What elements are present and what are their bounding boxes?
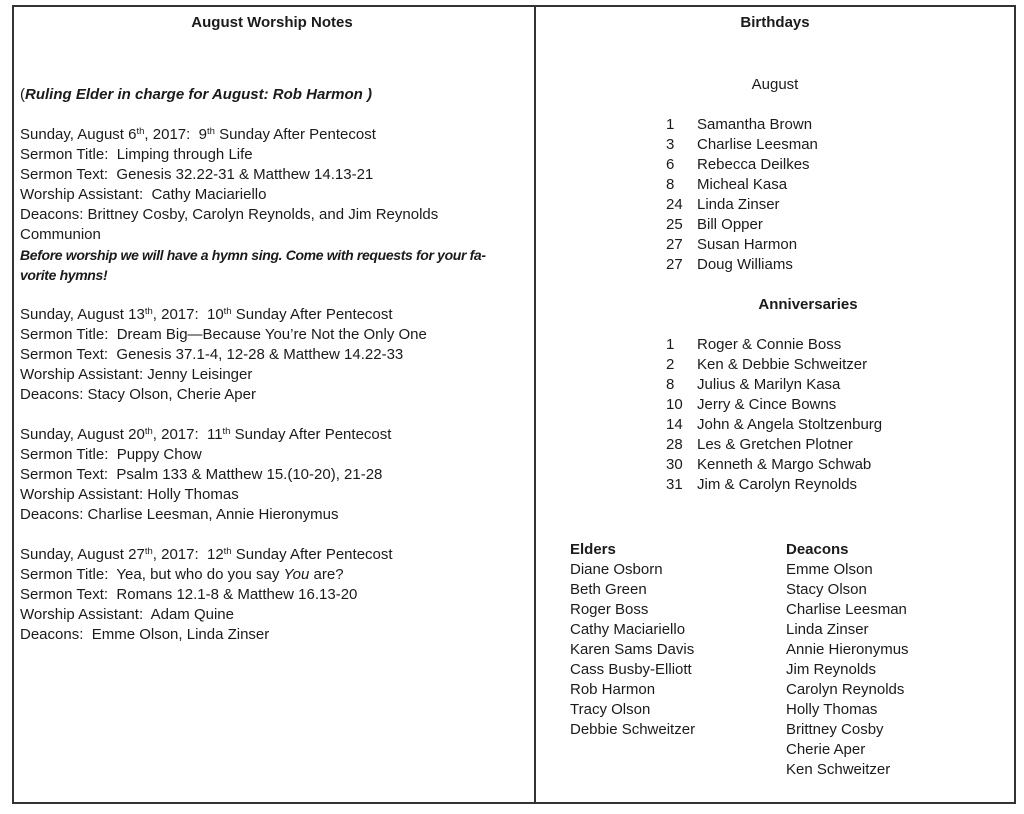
hymn-sing-note-line-2: vorite hymns!	[20, 267, 108, 283]
anniversary-name: Julius & Marilyn Kasa	[697, 376, 841, 393]
birthday-name: Susan Harmon	[697, 236, 798, 253]
worship-assistant-line: Worship Assistant: Jenny Leisinger	[20, 366, 253, 383]
anniversaries-list	[544, 335, 1006, 495]
service-block-aug-13	[20, 305, 524, 405]
anniversary-day: 8	[666, 376, 675, 393]
ordinal-superscript: th	[144, 306, 153, 317]
service-date-line: Sunday, August 20th, 2017: 11th Sunday After Pentecost	[20, 426, 392, 443]
elder-name: Diane Osborn	[570, 561, 663, 578]
birthday-name: Charlise Leesman	[697, 136, 818, 153]
sermon-title-line: Sermon Title: Puppy Chow	[20, 446, 202, 463]
communion-line: Communion	[20, 226, 101, 243]
sermon-title-line: Sermon Title: Limping through Life	[20, 146, 253, 163]
deacon-name: Jim Reynolds	[786, 661, 877, 678]
deacons-line: Deacons: Brittney Cosby, Carolyn Reynolds, and Jim Reynolds	[20, 206, 439, 223]
deacons-line: Deacons: Charlise Leesman, Annie Hieronymus	[20, 506, 339, 523]
anniversary-day: 31	[666, 476, 683, 493]
ruling-elder-line	[20, 85, 524, 105]
service-block-aug-20	[20, 425, 524, 525]
birthday-row	[544, 115, 1006, 135]
ruling-elder-text: Ruling Elder in charge for August: Rob Harmon )	[25, 86, 372, 103]
anniversaries-title: Anniversaries	[758, 296, 858, 313]
elder-name: Cass Busby-Elliott	[570, 661, 692, 678]
birthday-day: 27	[666, 236, 683, 253]
birthday-name: Bill Opper	[697, 216, 763, 233]
birthday-name: Samantha Brown	[697, 116, 813, 133]
anniversary-row	[544, 415, 1006, 435]
ordinal-superscript: th	[136, 126, 145, 137]
worship-assistant-line: Worship Assistant: Adam Quine	[20, 606, 234, 623]
worship-notes-title: August Worship Notes	[191, 14, 353, 31]
deacon-name: Annie Hieronymus	[786, 641, 909, 658]
anniversary-name: John & Angela Stoltzenburg	[697, 416, 883, 433]
anniversary-row	[544, 475, 1006, 495]
service-block-aug-6	[20, 125, 524, 285]
elder-name: Rob Harmon	[570, 681, 656, 698]
deacons-header: Deacons	[786, 541, 849, 558]
deacon-name: Charlise Leesman	[786, 601, 907, 618]
birthday-day: 25	[666, 216, 683, 233]
elder-name: Cathy Maciariello	[570, 621, 686, 638]
anniversary-day: 2	[666, 356, 675, 373]
ruling-elder-paren: (	[20, 86, 25, 103]
sermon-title-line: Sermon Title: Dream Big—Because You’re Not the Only One	[20, 326, 427, 343]
anniversary-row	[544, 335, 1006, 355]
deacon-name: Carolyn Reynolds	[786, 681, 905, 698]
service-date-line: Sunday, August 13th, 2017: 10th Sunday After Pentecost	[20, 306, 393, 323]
ordinal-superscript: th	[144, 426, 153, 437]
anniversary-day: 1	[666, 336, 675, 353]
service-date-line: Sunday, August 27th, 2017: 12th Sunday After Pentecost	[20, 546, 393, 563]
anniversary-name: Jerry & Cince Bowns	[697, 396, 837, 413]
deacon-name: Cherie Aper	[786, 741, 866, 758]
anniversary-row	[544, 395, 1006, 415]
birthday-row	[544, 135, 1006, 155]
service-block-aug-27	[20, 545, 524, 645]
anniversary-row	[544, 375, 1006, 395]
deacon-name: Linda Zinser	[786, 621, 869, 638]
birthdays-list	[544, 115, 1006, 275]
elder-name: Beth Green	[570, 581, 647, 598]
birthday-row	[544, 195, 1006, 215]
italic-you: You	[283, 566, 310, 583]
deacon-name: Ken Schweitzer	[786, 761, 891, 778]
worship-assistant-line: Worship Assistant: Cathy Maciariello	[20, 186, 267, 203]
anniversary-name: Les & Gretchen Plotner	[697, 436, 853, 453]
deacon-name: Emme Olson	[786, 561, 873, 578]
elder-name: Tracy Olson	[570, 701, 651, 718]
deacon-name: Stacy Olson	[786, 581, 867, 598]
ordinal-superscript: th	[144, 546, 153, 557]
sermon-text-line: Sermon Text: Genesis 32.22-31 & Matthew 14.13-21	[20, 166, 374, 183]
anniversary-name: Ken & Debbie Schweitzer	[697, 356, 868, 373]
hymn-sing-note-line-1: Before worship we will have a hymn sing. Come with requests for your fa-	[20, 247, 486, 263]
birthday-name: Micheal Kasa	[697, 176, 788, 193]
ordinal-superscript: th	[222, 426, 231, 437]
anniversary-name: Jim & Carolyn Reynolds	[697, 476, 858, 493]
elder-name: Debbie Schweitzer	[570, 721, 696, 738]
elders-column	[570, 540, 786, 780]
worship-assistant-line: Worship Assistant: Holly Thomas	[20, 486, 239, 503]
sermon-text-line: Sermon Text: Genesis 37.1-4, 12-28 & Matthew 14.22-33	[20, 346, 404, 363]
elder-name: Karen Sams Davis	[570, 641, 695, 658]
deacons-line: Deacons: Emme Olson, Linda Zinser	[20, 626, 270, 643]
service-date-line: Sunday, August 6th, 2017: 9th Sunday After Pentecost	[20, 126, 376, 143]
elder-name: Roger Boss	[570, 601, 649, 618]
birthday-row	[544, 255, 1006, 275]
ordinal-superscript: th	[223, 546, 232, 557]
anniversary-day: 10	[666, 396, 683, 413]
birthday-row	[544, 235, 1006, 255]
deacons-line: Deacons: Stacy Olson, Cherie Aper	[20, 386, 256, 403]
sermon-title-line: Sermon Title: Yea, but who do you say You are?	[20, 566, 344, 583]
anniversary-row	[544, 455, 1006, 475]
birthday-day: 1	[666, 116, 675, 133]
birthday-day: 27	[666, 256, 683, 273]
deacons-column	[786, 540, 1006, 780]
birthday-name: Linda Zinser	[697, 196, 780, 213]
birthday-row	[544, 155, 1006, 175]
birthday-day: 6	[666, 156, 675, 173]
anniversary-name: Roger & Connie Boss	[697, 336, 842, 353]
birthdays-title: Birthdays	[740, 14, 810, 31]
worship-notes-panel	[12, 5, 536, 804]
birthday-day: 24	[666, 196, 683, 213]
birthdays-panel	[534, 5, 1016, 804]
ordinal-superscript: th	[206, 126, 215, 137]
officers-section	[544, 540, 1006, 780]
birthday-day: 3	[666, 136, 675, 153]
anniversary-name: Kenneth & Margo Schwab	[697, 456, 872, 473]
elders-header: Elders	[570, 541, 616, 558]
birthday-name: Rebecca Deilkes	[697, 156, 810, 173]
anniversary-day: 30	[666, 456, 683, 473]
deacon-name: Brittney Cosby	[786, 721, 884, 738]
month-heading: August	[751, 76, 799, 93]
sermon-text-line: Sermon Text: Psalm 133 & Matthew 15.(10-20), 21-28	[20, 466, 383, 483]
sermon-text-line: Sermon Text: Romans 12.1-8 & Matthew 16.13-20	[20, 586, 358, 603]
anniversary-day: 28	[666, 436, 683, 453]
anniversary-row	[544, 355, 1006, 375]
ordinal-superscript: th	[223, 306, 232, 317]
deacon-name: Holly Thomas	[786, 701, 878, 718]
birthday-row	[544, 175, 1006, 195]
anniversary-row	[544, 435, 1006, 455]
anniversary-day: 14	[666, 416, 683, 433]
birthday-row	[544, 215, 1006, 235]
birthday-day: 8	[666, 176, 675, 193]
birthday-name: Doug Williams	[697, 256, 793, 273]
